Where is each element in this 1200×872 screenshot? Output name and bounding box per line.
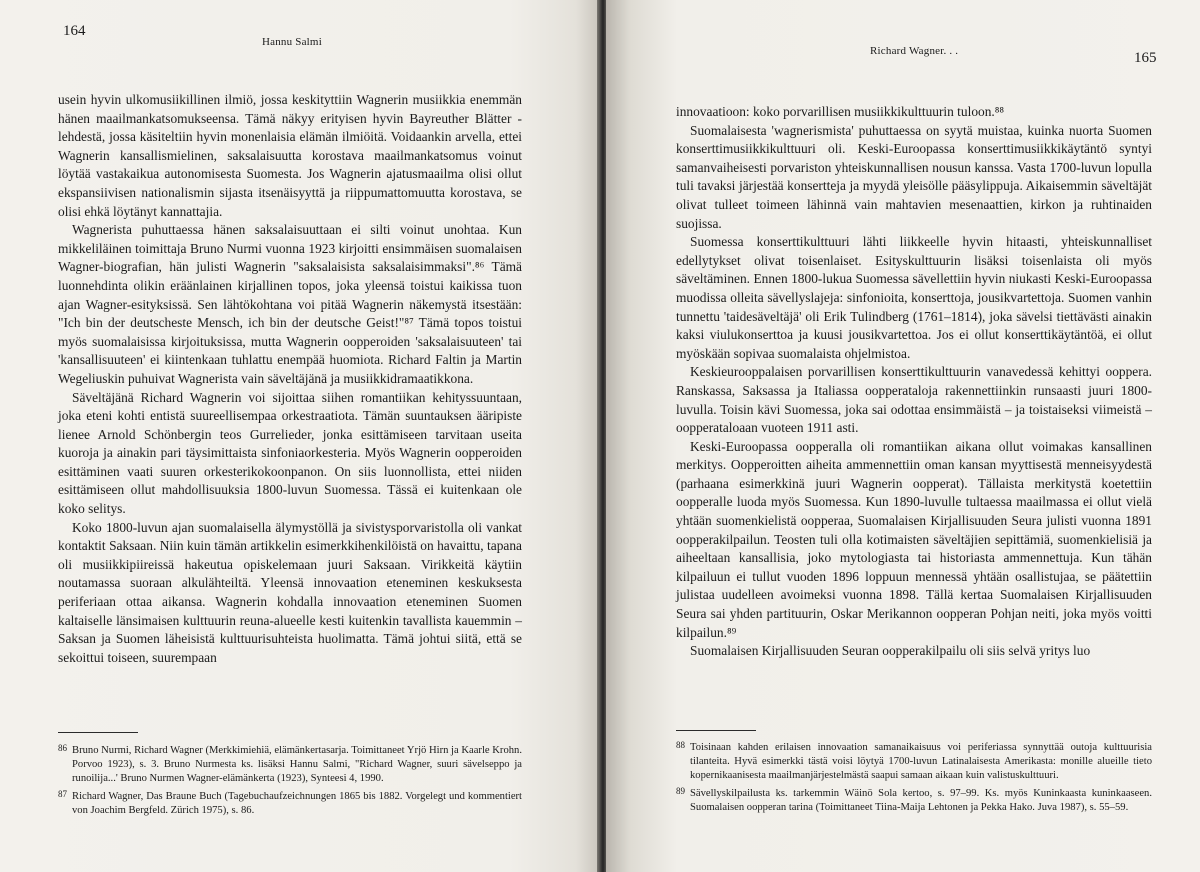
paragraph: Keski-Euroopassa oopperalla oli romantiikan aikana ollut voimakas kansallinen merkitys. Oopperoitten aiheita ammennettiin oman kansan myyttisestä menneisyydestä (parhaana esimerkkinä juuri Wagnerin oopperat). Tällaista merkitystä koetettiin oopperalle luoda myös Suomessa. Kun 1890-luvulle tultaessa maailmassa ei ollut vielä yhtään suomenkielistä oopperaa, Suomalaisen Kirjallisuuden Seura julisti vuonna 1891 oopperakilpailun. Teosten tuli olla kotimaisten säveltäjien sepittämiä, suomenkielisiä ja aiheeltaan kansallisia, joko mytologiasta tai historiasta ammennettuja. Kun tähän kilpailuun ei tullut vuoden 1896 loppuun mennessä yhtään osallistujaa, se päätettiin julistaa uudelleen avoimeksi vuonna 1898. Tällä kertaa Suomalaisen Kirjallisuuden Seura sai yhden partituurin, Oskar Merikannon oopperan Pohjan neiti, joka myös voitti kilpailun.⁸⁹ [676, 438, 1152, 640]
right-body-text [676, 103, 1152, 661]
running-head-left: Hannu Salmi [262, 36, 322, 48]
footnote-rule-left [58, 732, 138, 733]
paragraph: Koko 1800-luvun ajan suomalaisella älymystöllä ja sivistysporvaristolla oli vankat kontaktit Saksaan. Niin kuin tämän artikkelin esimerkkihenkilöistä on havaittu, tapana oli musiikkipiireissä hakeutua opiskelemaan juuri Saksaan. Virikkeitä käytiin noutamassa suoraan alkulähteiltä. Yleensä innovaation eteneminen keskuksesta periferiaan ottaa aikansa. Wagnerin kohdalla innovaation eteneminen Suomen kaltaiselle länsimaisen kulttuurin reuna-alueelle kesti kuitenkin tavallista kauemmin – Saksan ja Suomen läheisistä kulttuurisuhteista huolimatta. Tämä johtui siitä, että se sekoittui toiseen, suurempaan [58, 519, 522, 665]
footnote-text: Richard Wagner, Das Braune Buch (Tagebuchaufzeichnungen 1865 bis 1882. Vorgelegt und kommentiert von Joachim Bergfeld. Zürich 1975), s. 86. [72, 791, 522, 816]
left-footnotes [58, 741, 522, 819]
footnote [58, 787, 522, 818]
footnote [676, 784, 1152, 815]
page-number-left: 164 [63, 23, 86, 39]
footnote-mark: 86 [58, 743, 67, 753]
paragraph: Suomalaisesta 'wagnerismista' puhuttaessa on syytä muistaa, kuinka nuorta Suomen konserttimusiikkikulttuuri oli. Keski-Euroopassa konserttimusiikkikäytäntö syntyi samanvaiheisesti porvariston yhteiskunnallisen nousun kanssa. Vasta 1700-luvun lopulla tuli tavaksi järjestää konsertteja ja myydä yleisölle pääsylippuja. Aikaisemmin säveltäjät olivat tulleet toimeen lähinnä vain mahtavien mesenaattien, kirkon ja ruhtinaiden suojissa. [676, 122, 1152, 231]
running-head-right: Richard Wagner. . . [870, 45, 959, 57]
footnote-text: Toisinaan kahden erilaisen innovaation samanaikaisuus voi periferiassa synnyttää outoja kulttuurisia tilanteita. Hyvä esimerkki tästä voisi löytyä 1700-luvun Latinalaisesta Amerikasta: monille alueille tieto kopernikaanisesta maailmanjärjestelmästä saapui samaan aikaan kuin valistuskulttuuri. [690, 742, 1152, 781]
footnote [58, 741, 522, 786]
paragraph: Säveltäjänä Richard Wagnerin voi sijoittaa siihen romantiikan kehityssuuntaan, joka eteni kohti entistä suureellisempaa orkestraatiota. Tämän suuntauksen ääripiste lienee Arnold Schönbergin teos Gurrelieder, jonka esittämiseen tarvitaan useita kuoroja ja ainakin pari täysimittaista sinfoniaorkesteria. Myös Wagnerin oopperoiden esittäminen vaati suuren orkesterikokoonpanon. On siis luonnollista, ettei niiden esittämiseen ollut mahdollisuuksia 1800-luvun Suomessa. Tässä ei kuitenkaan ole koko selitys. [58, 389, 522, 517]
footnote-rule-right [676, 730, 756, 731]
footnote-text: Bruno Nurmi, Richard Wagner (Merkkimiehiä, elämänkertasarja. Toimittaneet Yrjö Hirn ja Kaarle Krohn. Porvoo 1923), s. 3. Bruno Nurmesta ks. lisäksi Hannu Salmi, "Richard Wagner, suuri sävelseppo ja runoilija...' Bruno Nurmen Wagner-elämänkerta (1923), Synteesi 4, 1990. [72, 745, 522, 784]
left-body-text [58, 91, 522, 667]
paragraph: Keskieurooppalaisen porvarillisen konserttikulttuurin vanavedessä kehittyi ooppera. Ranskassa, Saksassa ja Italiassa oopperataloja rakennettiinkin runsaasti juuri 1800-luvulla. Toisin kävi Suomessa, joka sai odottaa ensimmäistä – ja toistaiseksi viimeistä – oopperataloaan vuoteen 1911 asti. [676, 364, 1152, 436]
paragraph: Wagnerista puhuttaessa hänen saksalaisuuttaan ei silti voinut unohtaa. Kun mikkeliläinen toimittaja Bruno Nurmi vuonna 1923 kirjoitti ensimmäisen suomalaisen Wagner-biografian, hän julisti Wagnerin "saksalaisista saksalaisimmaksi".⁸⁶ Tämä luonnehdinta olikin eräänlainen kirjallinen topos, joka yleensä toistui kaikissa tuon ajan Wagner-esityksissä. Sen lähtökohtana voi pitää Wagnerin näkemystä itsestään: "Ich bin der deutscheste Mensch, ich bin der deutsche Geist!"⁸⁷ Tämä topos toistui myös suomalaisissa kirjoituksissa, mutta Wagnerin oopperoiden 'saksalaisuuteen' tai 'kansallisuuteen' ei kiintenkaan tuhlattu enempää huomiota. Richard Faltin ja Martin Wegeliuskin puhuivat Wagnerista vain säveltäjänä ja musiikkidramaatikkona. [58, 222, 522, 386]
footnote [676, 738, 1152, 783]
footnote-mark: 88 [676, 740, 685, 750]
paragraph: Suomessa konserttikulttuuri lähti liikkeelle hyvin hitaasti, yhteiskunnalliset edellytykset olivat toisenlaiset. Esityskulttuurin lisäksi toisenlaista oli myös säveltäminen. Ennen 1800-lukua Suomessa sävellettiin hyvin niukasti Keski-Euroopassa muodissa olleita sävellyslajeja: sinfonioita, konserttoja, jousikvartettoja. Suomen vanhin tunnettu 'taidesäveltäjä' oli Erik Tulindberg (1761–1814), joka sävelsi tiettävästi ainakin kaksi viulukonserttoa ja kuusi jousikvartettoa. Jos ei ollut konserttikäytäntöä, ei ollut myöskään sopivaa suomalaista ohjelmistoa. [676, 234, 1152, 361]
paragraph: Suomalaisen Kirjallisuuden Seuran oopperakilpailu oli siis selvä yritys luo [690, 643, 1091, 659]
footnote-mark: 87 [58, 789, 67, 799]
footnote-mark: 89 [676, 786, 685, 796]
footnote-text: Sävellyskilpailusta ks. tarkemmin Wäinö Sola kertoo, s. 97–99. Ks. myös Kuninkaasta kuninkaaseen. Suomalaisen oopperan tarina (Toimittaneet Tiina-Maija Lehtonen ja Pekka Hako. Juva 1987), s. 55–59. [690, 788, 1152, 813]
right-footnotes [676, 738, 1152, 816]
right-page [606, 0, 1200, 872]
page-number-right: 165 [1134, 50, 1157, 66]
paragraph: innovaatioon: koko porvarillisen musiikkikulttuurin tuloon.⁸⁸ [676, 104, 1005, 119]
paragraph: usein hyvin ulkomusiikillinen ilmiö, jossa keskityttiin Wagnerin musiikkia enemmän hänen maailmankatsomukseensa. Tämä näkyy erityisen hyvin Bayreuther Blätter -lehdestä, jossa käsiteltiin hyvin monenlaisia elämän ilmiöitä. Voidaankin arvella, ettei Wagnerin kansallismielinen, saksalaisuutta korostava maailmankatsomus voinut löytää vastakaikua autonomisesta Suomesta. Jos Wagnerin ajatusmaailma olisi ollut ekspansiivisen nationalismin sijasta itsenäisyyttä ja riippumattomuutta korostava, se olisi ehkä löytänyt kannattajia. [58, 92, 522, 219]
